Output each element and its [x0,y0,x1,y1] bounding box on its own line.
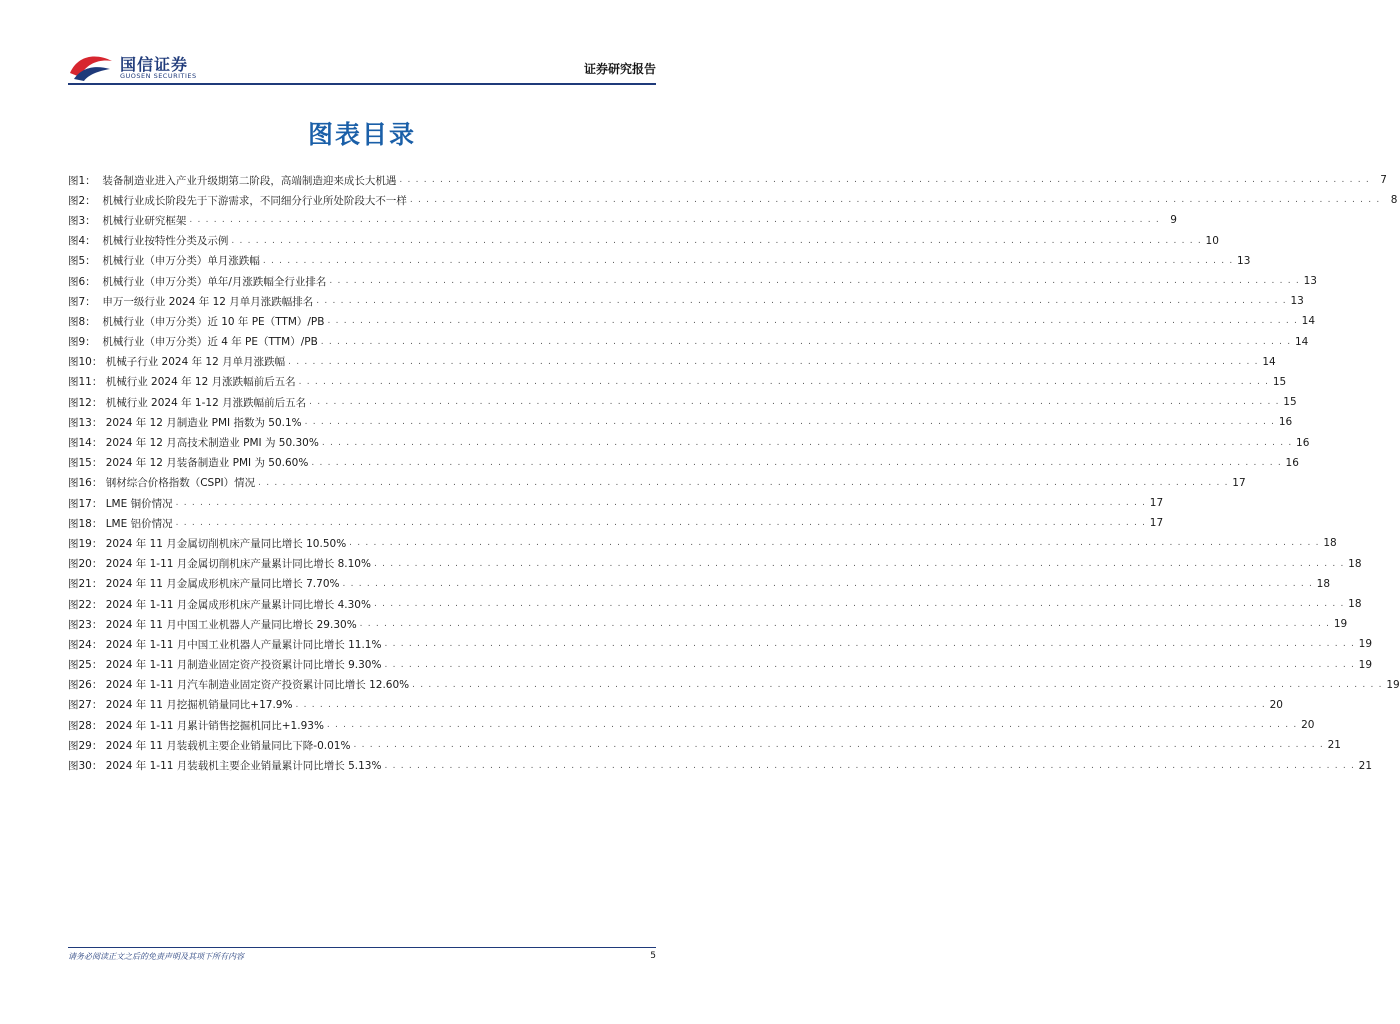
toc-leader-dots: . . . . . . . . . . . . . . . . . . . . . . . . . . . . . . . . . . . . . . . . . . . . . . . . . . . . . . . . . . . . . . . . . . . . . . . . . . . . . . . . . . . . . . . . . . . . . . . . . . . . . . . . . . . . . . . . . . . . . . . . [311,457,1282,468]
toc-entry[interactable] [68,291,1304,311]
toc-leader-dots: . . . . . . . . . . . . . . . . . . . . . . . . . . . . . . . . . . . . . . . . . . . . . . . . . . . . . . . . . . . . . . . . . . . . . . . . . . . . . . . . . . . . . . . . . . . . . . . . . . . . . . . . . . . . . . . . . . . . . . . . [298,376,1270,387]
toc-entry-page: 7 [1380,174,1387,187]
header-divider [68,83,656,85]
toc-entry-label: 图2： 机械行业成长阶段先于下游需求，不同细分行业所处阶段大不一样 [68,194,407,207]
toc-entry-page: 19 [1386,678,1400,691]
toc-entry-label: 图16： 钢材综合价格指数（CSPI）情况 [68,477,256,490]
toc-entry[interactable] [68,655,1373,675]
toc-leader-dots: . . . . . . . . . . . . . . . . . . . . . . . . . . . . . . . . . . . . . . . . . . . . . . . . . . . . . . . . . . . . . . . . . . . . . . . . . . . . . . . . . . . . . . . . . . . . . . . . . . . . . . . . . . . . . . . . . . . . . . . . [231,235,1202,246]
page-title: 图表目录 [307,120,416,149]
toc-entry[interactable] [68,574,1331,594]
logo-cn-text: 国信证券 [120,55,189,74]
toc-entry-page: 18 [1348,598,1362,611]
toc-entry-page: 13 [1237,254,1251,267]
toc-entry-page: 15 [1283,396,1297,409]
toc-leader-dots: . . . . . . . . . . . . . . . . . . . . . . . . . . . . . . . . . . . . . . . . . . . . . . . . . . . . . . . . . . . . . . . . . . . . . . . . . . . . . . . . . . . . . . . . . . . . . . . . . . . . . . . . . . . . . . . . . . . . . . . . [329,276,1300,287]
toc-entry-label: 图8： 机械行业（申万分类）近 10 年 PE（TTM）/PB [68,315,325,328]
toc-entry[interactable] [68,392,1297,412]
toc-leader-dots: . . . . . . . . . . . . . . . . . . . . . . . . . . . . . . . . . . . . . . . . . . . . . . . . . . . . . . . . . . . . . . . . . . . . . . . . . . . . . . . . . . . . . . . . . . . . . . . . . . . . . . . . . . . . . . . . . . . . . . . . [399,175,1370,186]
toc-leader-dots: . . . . . . . . . . . . . . . . . . . . . . . . . . . . . . . . . . . . . . . . . . . . . . . . . . . . . . . . . . . . . . . . . . . . . . . . . . . . . . . . . . . . . . . . . . . . . . . . . . . . . . . . . . . . . . . . . . . . . . . . [295,699,1266,710]
toc-entry[interactable] [68,695,1283,715]
toc-leader-dots: . . . . . . . . . . . . . . . . . . . . . . . . . . . . . . . . . . . . . . . . . . . . . . . . . . . . . . . . . . . . . . . . . . . . . . . . . . . . . . . . . . . . . . . . . . . . . . . . . . . . . . . . . . . . . . . . . . . . . . . . [189,215,1160,226]
toc-entry-label: 图17： LME 铜价情况 [68,497,173,510]
toc-entry-label: 图3： 机械行业研究框架 [68,214,187,227]
toc-entry-label: 图21： 2024 年 11 月金属成形机床产量同比增长 7.70% [68,578,340,591]
toc-entry-page: 14 [1262,355,1276,368]
toc-entry-page: 13 [1290,295,1304,308]
toc-entry[interactable] [68,453,1299,473]
toc-entry-label: 图7： 申万一级行业 2024 年 12 月单月涨跌幅排名 [68,295,314,308]
toc-entry[interactable] [68,231,1219,251]
toc-leader-dots: . . . . . . . . . . . . . . . . . . . . . . . . . . . . . . . . . . . . . . . . . . . . . . . . . . . . . . . . . . . . . . . . . . . . . . . . . . . . . . . . . . . . . . . . . . . . . . . . . . . . . . . . . . . . . . . . . . . . . . . . [342,578,1314,589]
toc-leader-dots: . . . . . . . . . . . . . . . . . . . . . . . . . . . . . . . . . . . . . . . . . . . . . . . . . . . . . . . . . . . . . . . . . . . . . . . . . . . . . . . . . . . . . . . . . . . . . . . . . . . . . . . . . . . . . . . . . . . . . . . . [175,498,1147,509]
toc-entry[interactable] [68,735,1341,755]
toc-entry-page: 18 [1348,557,1362,570]
footer-disclaimer: 请务必阅读正文之后的免责声明及其项下所有内容 [68,952,244,961]
report-type-label: 证券研究报告 [583,62,656,76]
toc-entry-label: 图10： 机械子行业 2024 年 12 月单月涨跌幅 [68,356,286,369]
toc-entry-label: 图14： 2024 年 12 月高技术制造业 PMI 为 50.30% [68,437,319,450]
toc-leader-dots: . . . . . . . . . . . . . . . . . . . . . . . . . . . . . . . . . . . . . . . . . . . . . . . . . . . . . . . . . . . . . . . . . . . . . . . . . . . . . . . . . . . . . . . . . . . . . . . . . . . . . . . . . . . . . . . . . . . . . . . . [288,356,1259,367]
toc-entry-page: 10 [1205,234,1219,247]
toc-entry-page: 16 [1296,436,1310,449]
toc-leader-dots: . . . . . . . . . . . . . . . . . . . . . . . . . . . . . . . . . . . . . . . . . . . . . . . . . . . . . . . . . . . . . . . . . . . . . . . . . . . . . . . . . . . . . . . . . . . . . . . . . . . . . . . . . . . . . . . . . . . . . . . . [373,558,1345,569]
toc-entry-page: 17 [1149,517,1164,530]
toc-entry-label: 图19： 2024 年 11 月金属切削机床产量同比增长 10.50% [68,537,347,550]
toc-leader-dots: . . . . . . . . . . . . . . . . . . . . . . . . . . . . . . . . . . . . . . . . . . . . . . . . . . . . . . . . . . . . . . . . . . . . . . . . . . . . . . . . . . . . . . . . . . . . . . . . . . . . . . . . . . . . . . . . . . . . . . . . [384,760,1356,771]
toc-entry[interactable] [68,675,1400,695]
toc-entry[interactable] [68,332,1309,352]
toc-entry-label: 图12： 机械行业 2024 年 1-12 月涨跌幅前后五名 [68,396,307,409]
toc-leader-dots: . . . . . . . . . . . . . . . . . . . . . . . . . . . . . . . . . . . . . . . . . . . . . . . . . . . . . . . . . . . . . . . . . . . . . . . . . . . . . . . . . . . . . . . . . . . . . . . . . . . . . . . . . . . . . . . . . . . . . . . . [353,740,1324,751]
toc-entry-label: 图30： 2024 年 1-11 月装载机主要企业销量累计同比增长 5.13% [68,760,382,773]
toc-entry-page: 20 [1301,719,1315,732]
guosen-logo [68,48,208,84]
toc-leader-dots: . . . . . . . . . . . . . . . . . . . . . . . . . . . . . . . . . . . . . . . . . . . . . . . . . . . . . . . . . . . . . . . . . . . . . . . . . . . . . . . . . . . . . . . . . . . . . . . . . . . . . . . . . . . . . . . . . . . . . . . . [412,679,1383,690]
toc-entry[interactable] [68,412,1293,432]
toc-entry[interactable] [68,554,1362,574]
toc-entry-label: 图5： 机械行业（申万分类）单月涨跌幅 [68,255,260,268]
toc-entry[interactable] [68,170,1387,190]
toc-entry[interactable] [68,533,1337,553]
toc-entry[interactable] [68,634,1373,654]
toc-entry-page: 18 [1316,577,1331,590]
toc-entry[interactable] [68,190,1398,210]
toc-entry-label: 图6： 机械行业（申万分类）单年/月涨跌幅全行业排名 [68,275,327,288]
toc-entry[interactable] [68,594,1362,614]
toc-entry-page: 19 [1358,638,1373,651]
toc-leader-dots: . . . . . . . . . . . . . . . . . . . . . . . . . . . . . . . . . . . . . . . . . . . . . . . . . . . . . . . . . . . . . . . . . . . . . . . . . . . . . . . . . . . . . . . . . . . . . . . . . . . . . . . . . . . . . . . . . . . . . . . . [262,255,1234,266]
toc-leader-dots: . . . . . . . . . . . . . . . . . . . . . . . . . . . . . . . . . . . . . . . . . . . . . . . . . . . . . . . . . . . . . . . . . . . . . . . . . . . . . . . . . . . . . . . . . . . . . . . . . . . . . . . . . . . . . . . . . . . . . . . . [321,437,1293,448]
toc-leader-dots: . . . . . . . . . . . . . . . . . . . . . . . . . . . . . . . . . . . . . . . . . . . . . . . . . . . . . . . . . . . . . . . . . . . . . . . . . . . . . . . . . . . . . . . . . . . . . . . . . . . . . . . . . . . . . . . . . . . . . . . . [304,417,1276,428]
toc-entry[interactable] [68,715,1315,735]
toc-entry[interactable] [68,493,1164,513]
toc-entry-label: 图23： 2024 年 11 月中国工业机器人产量同比增长 29.30% [68,618,357,631]
toc-entry-page: 21 [1358,759,1373,772]
toc-entry-label: 图1： 装备制造业进入产业升级期第二阶段，高端制造迎来成长大机遇 [68,174,397,187]
toc-entry-label: 图22： 2024 年 1-11 月金属成形机床产量累计同比增长 4.30% [68,598,371,611]
toc-leader-dots: . . . . . . . . . . . . . . . . . . . . . . . . . . . . . . . . . . . . . . . . . . . . . . . . . . . . . . . . . . . . . . . . . . . . . . . . . . . . . . . . . . . . . . . . . . . . . . . . . . . . . . . . . . . . . . . . . . . . . . . . [409,195,1381,206]
toc-entry-label: 图15： 2024 年 12 月装备制造业 PMI 为 50.60% [68,457,309,470]
toc-entry-label: 图24： 2024 年 1-11 月中国工业机器人产量累计同比增长 11.1% [68,638,382,651]
toc-entry-label: 图20： 2024 年 1-11 月金属切削机床产量累计同比增长 8.10% [68,558,371,571]
toc-entry-label: 图27： 2024 年 11 月挖掘机销量同比+17.9% [68,699,293,712]
footer-divider [68,947,656,948]
guosen-logo-icon [68,51,114,81]
toc-entry[interactable] [68,473,1246,493]
toc-entry[interactable] [68,352,1276,372]
toc-entry[interactable] [68,210,1177,230]
toc-entry-label: 图28： 2024 年 1-11 月累计销售挖掘机同比+1.93% [68,719,324,732]
toc-entry[interactable] [68,432,1310,452]
toc-entry-page: 8 [1390,194,1398,207]
toc-leader-dots: . . . . . . . . . . . . . . . . . . . . . . . . . . . . . . . . . . . . . . . . . . . . . . . . . . . . . . . . . . . . . . . . . . . . . . . . . . . . . . . . . . . . . . . . . . . . . . . . . . . . . . . . . . . . . . . . . . . . . . . . [258,477,1229,488]
toc-entry-page: 9 [1170,214,1177,227]
table-of-figures [68,170,1400,776]
toc-entry-page: 13 [1303,275,1317,288]
toc-entry-label: 图29： 2024 年 11 月装载机主要企业销量同比下降-0.01% [68,739,351,752]
toc-entry-page: 19 [1358,658,1373,671]
toc-entry-page: 17 [1232,476,1246,489]
toc-leader-dots: . . . . . . . . . . . . . . . . . . . . . . . . . . . . . . . . . . . . . . . . . . . . . . . . . . . . . . . . . . . . . . . . . . . . . . . . . . . . . . . . . . . . . . . . . . . . . . . . . . . . . . . . . . . . . . . . . . . . . . . . [309,397,1280,408]
toc-leader-dots: . . . . . . . . . . . . . . . . . . . . . . . . . . . . . . . . . . . . . . . . . . . . . . . . . . . . . . . . . . . . . . . . . . . . . . . . . . . . . . . . . . . . . . . . . . . . . . . . . . . . . . . . . . . . . . . . . . . . . . . . [359,619,1331,630]
toc-leader-dots: . . . . . . . . . . . . . . . . . . . . . . . . . . . . . . . . . . . . . . . . . . . . . . . . . . . . . . . . . . . . . . . . . . . . . . . . . . . . . . . . . . . . . . . . . . . . . . . . . . . . . . . . . . . . . . . . . . . . . . . . [349,538,1320,549]
toc-entry-label: 图4： 机械行业按特性分类及示例 [68,235,229,248]
toc-leader-dots: . . . . . . . . . . . . . . . . . . . . . . . . . . . . . . . . . . . . . . . . . . . . . . . . . . . . . . . . . . . . . . . . . . . . . . . . . . . . . . . . . . . . . . . . . . . . . . . . . . . . . . . . . . . . . . . . . . . . . . . . [320,336,1292,347]
toc-entry-label: 图9： 机械行业（申万分类）近 4 年 PE（TTM）/PB [68,336,318,349]
toc-entry-page: 21 [1327,739,1341,752]
toc-entry[interactable] [68,755,1373,775]
page-number: 5 [650,951,656,961]
toc-leader-dots: . . . . . . . . . . . . . . . . . . . . . . . . . . . . . . . . . . . . . . . . . . . . . . . . . . . . . . . . . . . . . . . . . . . . . . . . . . . . . . . . . . . . . . . . . . . . . . . . . . . . . . . . . . . . . . . . . . . . . . . . [373,599,1345,610]
toc-leader-dots: . . . . . . . . . . . . . . . . . . . . . . . . . . . . . . . . . . . . . . . . . . . . . . . . . . . . . . . . . . . . . . . . . . . . . . . . . . . . . . . . . . . . . . . . . . . . . . . . . . . . . . . . . . . . . . . . . . . . . . . . [326,720,1298,731]
toc-entry-page: 20 [1269,698,1283,711]
toc-entry-page: 14 [1294,335,1309,348]
toc-entry[interactable] [68,311,1316,331]
toc-entry-label: 图13： 2024 年 12 月制造业 PMI 指数为 50.1% [68,416,302,429]
toc-leader-dots: . . . . . . . . . . . . . . . . . . . . . . . . . . . . . . . . . . . . . . . . . . . . . . . . . . . . . . . . . . . . . . . . . . . . . . . . . . . . . . . . . . . . . . . . . . . . . . . . . . . . . . . . . . . . . . . . . . . . . . . . [384,639,1356,650]
toc-leader-dots: . . . . . . . . . . . . . . . . . . . . . . . . . . . . . . . . . . . . . . . . . . . . . . . . . . . . . . . . . . . . . . . . . . . . . . . . . . . . . . . . . . . . . . . . . . . . . . . . . . . . . . . . . . . . . . . . . . . . . . . . [175,518,1147,529]
page-header [68,48,656,84]
toc-entry-page: 19 [1333,618,1348,631]
toc-entry-page: 17 [1149,497,1164,510]
toc-entry-label: 图25： 2024 年 1-11 月制造业固定资产投资累计同比增长 9.30% [68,659,382,672]
toc-entry[interactable] [68,372,1287,392]
toc-entry[interactable] [68,513,1164,533]
toc-entry[interactable] [68,614,1348,634]
toc-entry-page: 15 [1272,375,1287,388]
toc-entry-label: 图11： 机械行业 2024 年 12 月涨跌幅前后五名 [68,376,296,389]
toc-entry-page: 16 [1285,456,1299,469]
toc-entry-page: 16 [1278,416,1293,429]
toc-entry-label: 图18： LME 铝价情况 [68,517,173,530]
toc-leader-dots: . . . . . . . . . . . . . . . . . . . . . . . . . . . . . . . . . . . . . . . . . . . . . . . . . . . . . . . . . . . . . . . . . . . . . . . . . . . . . . . . . . . . . . . . . . . . . . . . . . . . . . . . . . . . . . . . . . . . . . . . [327,316,1299,327]
toc-entry-page: 14 [1301,315,1316,328]
toc-leader-dots: . . . . . . . . . . . . . . . . . . . . . . . . . . . . . . . . . . . . . . . . . . . . . . . . . . . . . . . . . . . . . . . . . . . . . . . . . . . . . . . . . . . . . . . . . . . . . . . . . . . . . . . . . . . . . . . . . . . . . . . . [316,296,1287,307]
toc-leader-dots: . . . . . . . . . . . . . . . . . . . . . . . . . . . . . . . . . . . . . . . . . . . . . . . . . . . . . . . . . . . . . . . . . . . . . . . . . . . . . . . . . . . . . . . . . . . . . . . . . . . . . . . . . . . . . . . . . . . . . . . . [384,659,1356,670]
logo-en-text: GUOSEN SECURITIES [120,72,197,80]
toc-entry[interactable] [68,251,1251,271]
toc-entry-label: 图26： 2024 年 1-11 月汽车制造业固定资产投资累计同比增长 12.60% [68,679,410,692]
toc-entry-page: 18 [1323,537,1337,550]
toc-entry[interactable] [68,271,1317,291]
